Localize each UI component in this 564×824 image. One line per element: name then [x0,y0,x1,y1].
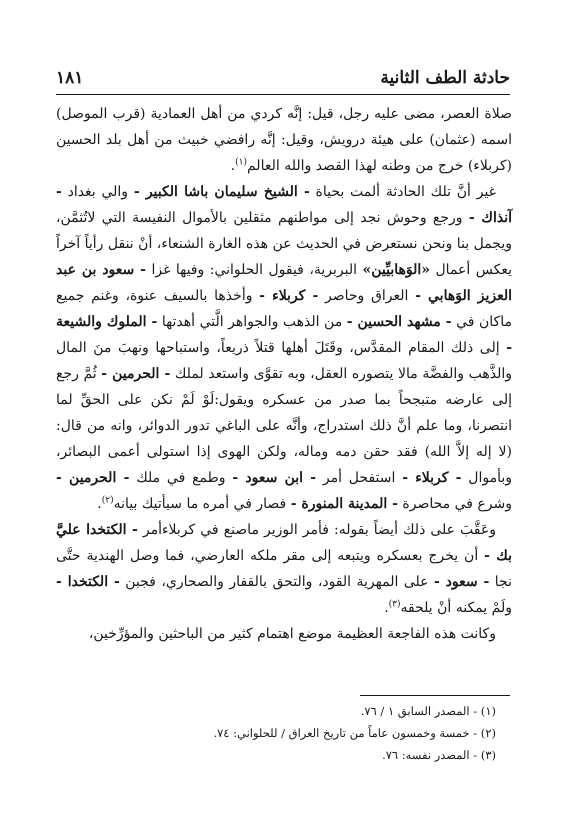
text-run: إلى ذلك المقام المقدَّس، وقَتَلَ أهلها قتلاً ذريعاً، واستباحها ونهبَ منَ المال والذَّهب والفضَّة مالا يتصوره العقل، وبه تقوَّى واستعد لملك [56,340,513,382]
paragraph-p1 [56,101,512,179]
text-run: العراق وحاصر [318,288,416,304]
bold-name: - كربلاء - [259,288,319,304]
bold-name: «الوَهابيِّين» [362,262,431,278]
chapter-title: حادثة الطف الثانية [380,68,510,88]
bold-name: - الملوك والشيعة - [56,314,512,356]
paragraph-p4 [56,621,512,647]
text-run: صلاة العصر، مضى عليه رجل، قيل: إنَّه كردي من أهل العمادية (قرب الموصل) اسمه (عثمان) على هيئة درويش، وقيل: إنَّه رافضي خبيث من أهل بلد الحسين (كربلاء) خرج من وطنه لهذا القصد والله العالم [56,106,512,174]
bold-name: - مشهد الحسين - [346,314,452,330]
header-rule [56,94,510,95]
text-run: غير أنَّ تلك الحادثة ألمت بحياة [309,184,496,200]
bold-name: - الحرمين - [101,366,171,382]
bold-name: - الحرمين - [56,470,130,486]
text-run: وأخذها بالسيف عنوة، وغنم جميع ماكان في [56,288,512,330]
footnote-1: (١) - المصدر السابق ١ / ٧٦. [360,704,496,718]
text-run: استفحل أمر [316,470,403,486]
bold-name: - ابن سعود - [232,470,317,486]
body-text [56,101,512,647]
footnote-marker: (٢) [101,495,114,506]
footnote-2: (٢) - خمسة وخمسون عاماً من تاريخ العراق / للحلواني: ٧٤. [213,726,496,740]
text-run: ثُمَّ رجع إلى عارضه متبجحاً بما صدر من عسكره ويقول:لَوْ لَمْ نكن على الحقِّ لما انتصرنا، وما علم أنَّ ذلك استدراج، وأنَّه على الباغي تدور الدوائر، وانه من قال: (لا إله إلاَّ الله) فقد حقن دمه وماله، ولكن الهوى إذا استولى أعمى البصائر، وبأموال [56,366,513,486]
text-run: ولَمْ يمكنه أنْ يلحقه [400,600,512,616]
text-run: من الذهب والجواهر الَّتي أهدتها [157,314,347,330]
running-header [56,68,510,94]
paragraph-p3 [56,517,512,621]
footnote-separator [360,695,510,696]
text-run: على المهرية القود، والتحق بالقفار والصحاري، فجبن [119,574,434,590]
bold-name: - سعود - [433,574,490,590]
text-run: . [230,158,236,174]
text-run: وشرع في محاصرة [397,496,512,512]
footnote-marker: (١) [235,157,247,168]
footnote-marker: (٣) [388,599,401,610]
text-run: وعَقَّبَ على ذلك أيضاً بقوله: فأمر الوزير ماصنع في كربلاءأمر [137,522,496,538]
page-number: ١٨١ [56,68,84,88]
bold-name: - سعود بن عبد العزيز الوَهابي - [56,262,513,304]
text-run: البربرية، فيقول الحلواني: وفيها غزا [145,262,363,278]
bold-name: - آنذاك - [56,184,512,226]
text-run: وطمع في ملك [129,470,233,486]
bold-name: - الكتخدا عليَّ بك - [56,522,512,564]
text-run: . [384,600,389,616]
bold-name: - كربلاء - [402,470,462,486]
text-run: وكانت هذه الفاجعة العظيمة موضع اهتمام كثير من الباحثين والمؤرِّخين، [88,626,496,642]
text-run: . [97,496,102,512]
paragraph-p2 [56,179,512,517]
bold-name: - الشيخ سليمان باشا الكبير - [133,184,310,200]
footnote-3: (٣) - المصدر نفسه: ٧٦. [382,748,496,762]
bold-name: - المدينة المنورة - [290,496,398,512]
text-run: أن يخرج بعسكره ويتبعه إلى مقر ملكه العارضي، فما وصل الهندية حتَّى نجا [56,548,512,590]
bold-name: - الكتخدا - [56,574,120,590]
text-run: فصار في أمره ما سيأتيك بيانه [113,496,291,512]
text-run: والي بغداد [61,184,134,200]
text-run: ورجع وحوش نجد إلى مواطنهم مثقلين بالأموال النفيسة التي لاتُثمَّن، ويجمل بنا ونحن نستعرض في الحديث عن هذه الغارة الشنعاء، أنْ ننقل رأياً آخراً يعكس أعمال [56,210,512,278]
footnotes [56,700,496,766]
